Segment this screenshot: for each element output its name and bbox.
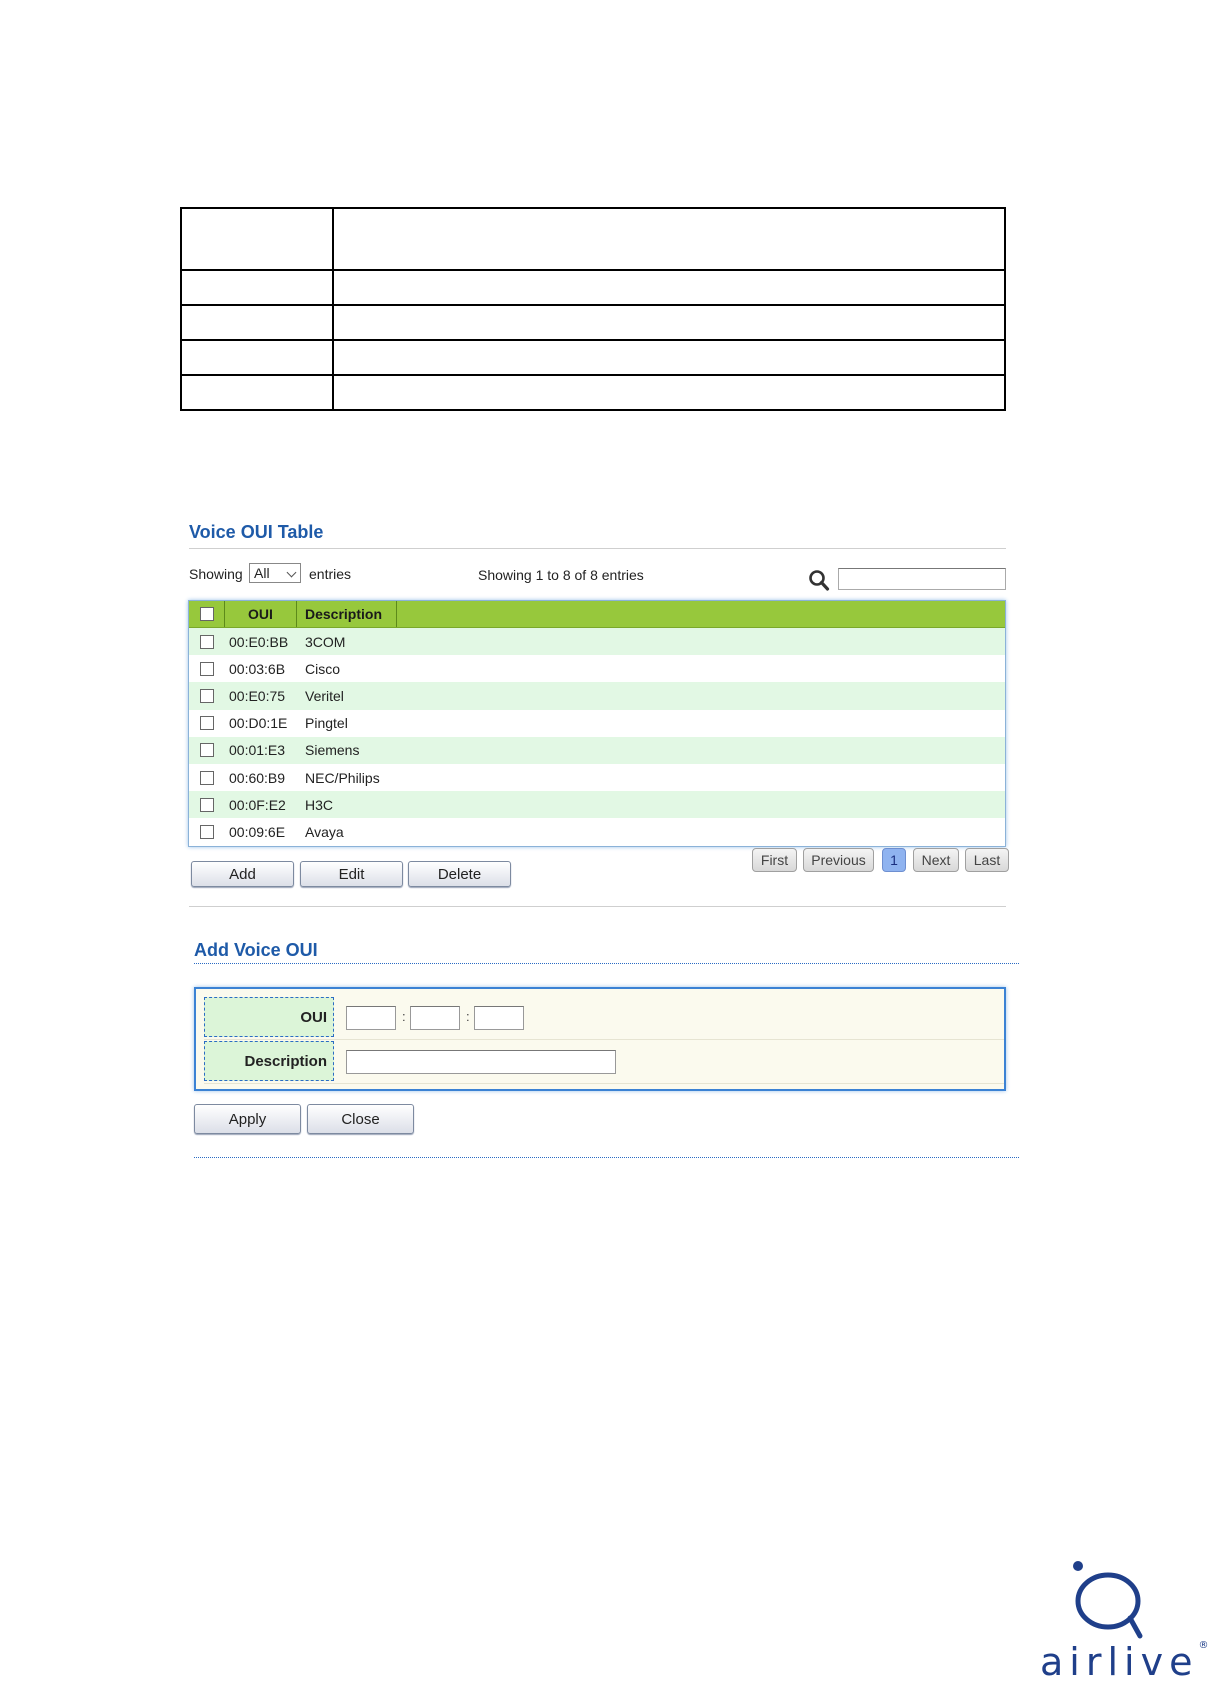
page-size-value: All <box>254 565 270 581</box>
doc-table-cell <box>181 305 333 340</box>
table-row[interactable] <box>189 737 1005 764</box>
description-input[interactable] <box>346 1050 616 1074</box>
oui-cell: 00:09:6E <box>229 823 286 840</box>
entries-label: entries <box>309 566 352 582</box>
table-row[interactable] <box>189 655 1005 682</box>
oui-separator: : <box>466 1009 470 1024</box>
doc-table-cell <box>181 340 333 375</box>
description-cell: H3C <box>305 796 334 813</box>
row-checkbox-cell <box>189 771 225 785</box>
doc-table-cell <box>181 208 333 270</box>
column-header-oui[interactable]: OUI <box>225 601 297 627</box>
logo-registered-mark: ® <box>1198 1640 1208 1651</box>
search-input[interactable] <box>838 568 1006 590</box>
description-label: Description <box>204 1041 334 1081</box>
edit-button[interactable]: Edit <box>300 861 403 887</box>
showing-label: Showing <box>189 566 243 582</box>
doc-table-cell <box>333 340 1005 375</box>
oui-part-3-input[interactable] <box>474 1006 524 1030</box>
row-checkbox[interactable] <box>200 635 214 649</box>
oui-cell: 00:60:B9 <box>229 769 286 786</box>
close-button[interactable]: Close <box>307 1104 414 1134</box>
doc-table-cell <box>333 270 1005 305</box>
grid-header <box>189 601 1005 628</box>
chevron-down-icon <box>287 568 297 578</box>
add-voice-oui-form <box>194 987 1006 1091</box>
row-checkbox-cell <box>189 662 225 676</box>
section-divider <box>194 963 1019 964</box>
table-row[interactable] <box>189 764 1005 791</box>
description-cell: Avaya <box>305 823 344 840</box>
airlive-logo-text <box>1040 1640 1208 1684</box>
row-checkbox[interactable] <box>200 662 214 676</box>
oui-cell: 00:03:6B <box>229 660 286 677</box>
row-checkbox[interactable] <box>200 825 214 839</box>
search-icon[interactable] <box>808 568 830 592</box>
row-checkbox-cell <box>189 743 225 757</box>
oui-cell: 00:0F:E2 <box>229 796 286 813</box>
document-table <box>180 207 1006 411</box>
oui-separator: : <box>402 1009 406 1024</box>
row-checkbox[interactable] <box>200 689 214 703</box>
row-checkbox[interactable] <box>200 798 214 812</box>
pagination-page-button[interactable]: 1 <box>882 848 906 872</box>
voice-oui-grid <box>188 600 1006 847</box>
add-voice-oui-title: Add Voice OUI <box>194 940 318 960</box>
entries-summary: Showing 1 to 8 of 8 entries <box>478 567 644 583</box>
oui-cell: 00:D0:1E <box>229 715 288 732</box>
column-header-description[interactable]: Description <box>297 601 397 627</box>
table-row[interactable] <box>189 818 1005 845</box>
select-all-cell <box>189 601 225 627</box>
page-size-select[interactable] <box>249 563 301 583</box>
grid-body <box>189 628 1005 846</box>
row-checkbox-cell <box>189 798 225 812</box>
table-row[interactable] <box>189 628 1005 655</box>
pagination-next-button[interactable]: Next <box>913 848 959 872</box>
description-cell: Pingtel <box>305 715 348 732</box>
row-checkbox[interactable] <box>200 771 214 785</box>
description-cell: Veritel <box>305 687 344 704</box>
voice-oui-table-title: Voice OUI Table <box>189 522 324 542</box>
row-checkbox-cell <box>189 635 225 649</box>
oui-cell: 00:E0:BB <box>229 633 289 650</box>
description-cell: NEC/Philips <box>305 769 380 786</box>
pagination-previous-button[interactable]: Previous <box>803 848 874 872</box>
row-checkbox-cell <box>189 825 225 839</box>
doc-table-cell <box>181 375 333 410</box>
doc-table-cell <box>333 375 1005 410</box>
pagination-first-button[interactable]: First <box>752 848 797 872</box>
oui-cell: 00:E0:75 <box>229 687 286 704</box>
section-divider <box>189 548 1006 549</box>
doc-table-cell <box>181 270 333 305</box>
oui-row <box>204 997 1004 1040</box>
row-checkbox[interactable] <box>200 716 214 730</box>
oui-cell: 00:01:E3 <box>229 742 286 759</box>
oui-part-1-input[interactable] <box>346 1006 396 1030</box>
row-checkbox[interactable] <box>200 743 214 757</box>
section-divider <box>189 906 1006 907</box>
table-row[interactable] <box>189 682 1005 709</box>
section-divider <box>194 1157 1019 1158</box>
doc-table-cell <box>333 305 1005 340</box>
delete-button[interactable]: Delete <box>408 861 511 887</box>
pagination-last-button[interactable]: Last <box>965 848 1009 872</box>
oui-label: OUI <box>204 997 334 1037</box>
apply-button[interactable]: Apply <box>194 1104 301 1134</box>
logo-brand: airlive <box>1040 1640 1199 1684</box>
doc-table-cell <box>333 208 1005 270</box>
description-cell: 3COM <box>305 633 346 650</box>
description-cell: Cisco <box>305 660 341 677</box>
add-button[interactable]: Add <box>191 861 294 887</box>
table-row[interactable] <box>189 791 1005 818</box>
description-row <box>204 1041 1004 1084</box>
description-cell: Siemens <box>305 742 360 759</box>
oui-part-2-input[interactable] <box>410 1006 460 1030</box>
table-row[interactable] <box>189 710 1005 737</box>
row-checkbox-cell <box>189 716 225 730</box>
select-all-checkbox[interactable] <box>200 607 214 621</box>
row-checkbox-cell <box>189 689 225 703</box>
